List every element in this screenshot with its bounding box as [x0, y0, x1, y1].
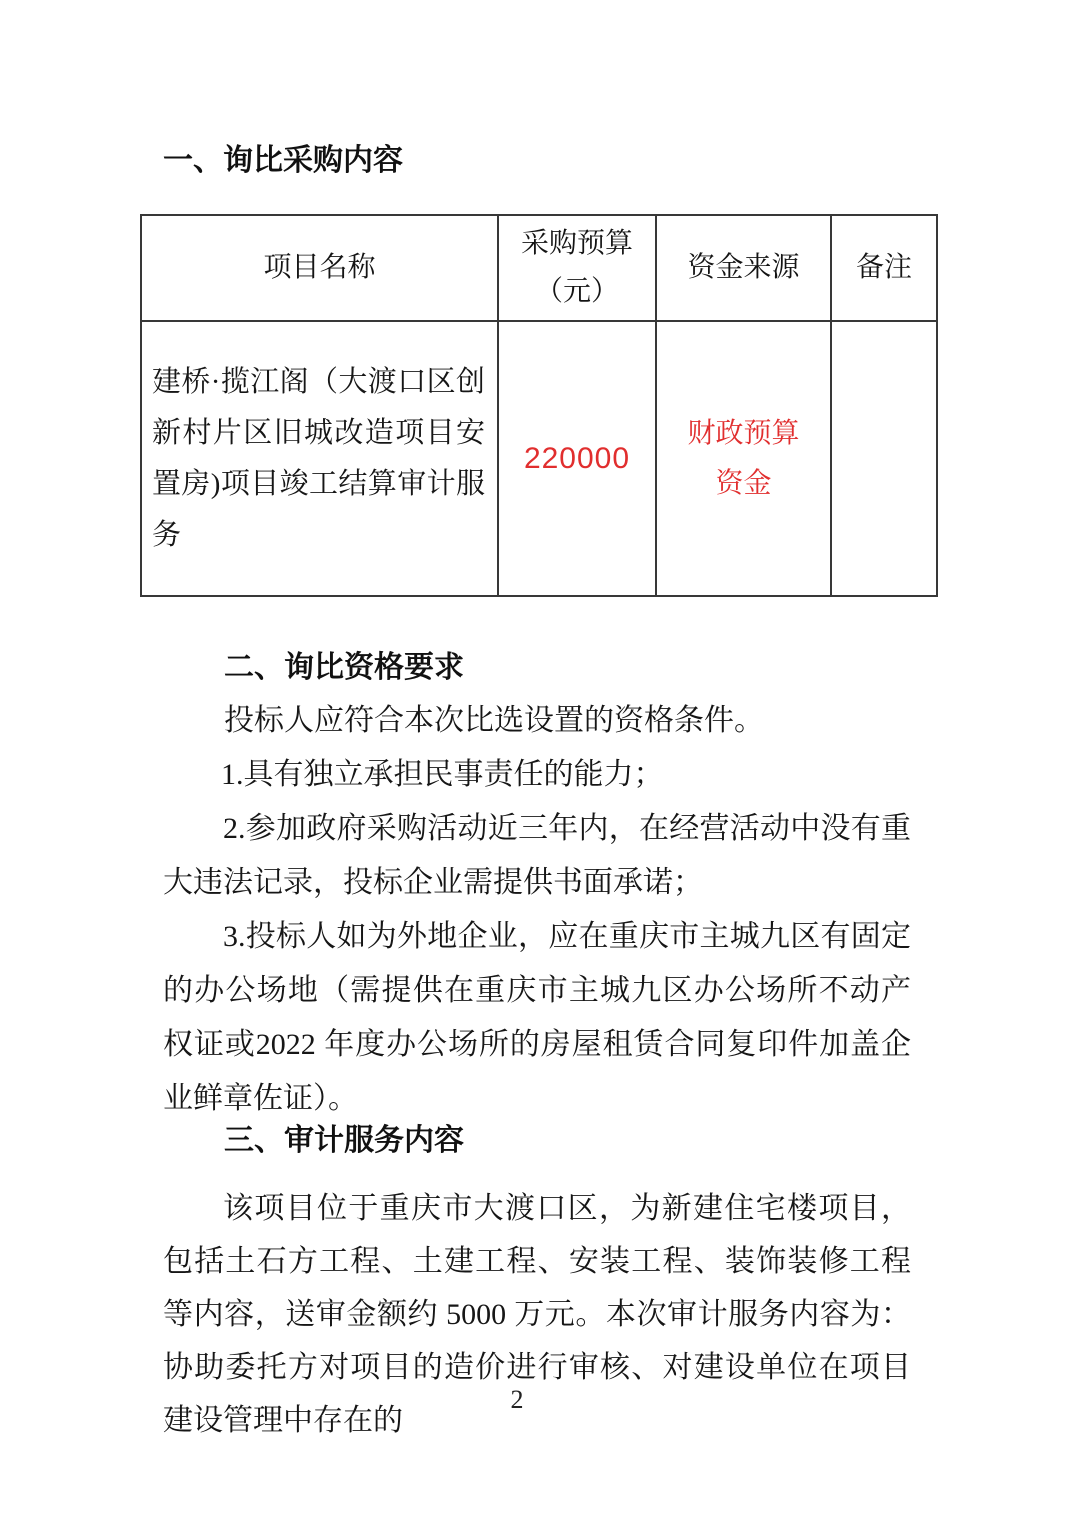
cell-remark: [831, 321, 937, 596]
section-3-heading: 三、审计服务内容: [224, 1124, 464, 1157]
cell-project-name: 建桥·揽江阁（大渡口区创新村片区旧城改造项目安置房)项目竣工结算审计服务: [141, 321, 498, 596]
qualification-item-2: 2.参加政府采购活动近三年内，在经营活动中没有重大违法记录，投标企业需提供书面承诺；: [163, 812, 911, 899]
section-2-heading: 二、询比资格要求: [224, 651, 464, 684]
page-number: 2: [510, 1385, 524, 1414]
qualification-item-3: 3.投标人如为外地企业，应在重庆市主城九区有固定的办公场地（需提供在重庆市主城九区办公场所不动产权证或2022 年度办公场所的房屋租赁合同复印件加盖企业鲜章佐证）。: [163, 920, 911, 1115]
section-1-heading: 一、询比采购内容: [163, 144, 403, 177]
header-cell-remark: 备注: [831, 215, 937, 321]
qualification-item-1: 1.具有独立承担民事责任的能力；: [221, 758, 664, 791]
section-2-intro: 投标人应符合本次比选设置的资格条件。: [224, 704, 764, 737]
cell-funding-source: 财政预算资金: [656, 321, 831, 596]
table-header-row: [141, 215, 937, 321]
cell-budget-value: 220000: [498, 321, 656, 596]
procurement-table-wrapper: [140, 214, 938, 597]
header-cell-funding-source: 资金来源: [656, 215, 831, 321]
section-3-body: 该项目位于重庆市大渡口区，为新建住宅楼项目，包括土石方工程、土建工程、安装工程、装饰装修工程等内容，送审金额约 5000 万元。本次审计服务内容为：协助委托方对项目的造价进行审核、对建设单位在项目建设管理中存在的: [163, 1192, 911, 1437]
procurement-table: [140, 214, 938, 597]
header-cell-project-name: 项目名称: [141, 215, 498, 321]
header-cell-budget: 采购预算（元）: [498, 215, 656, 321]
table-row: [141, 321, 937, 596]
